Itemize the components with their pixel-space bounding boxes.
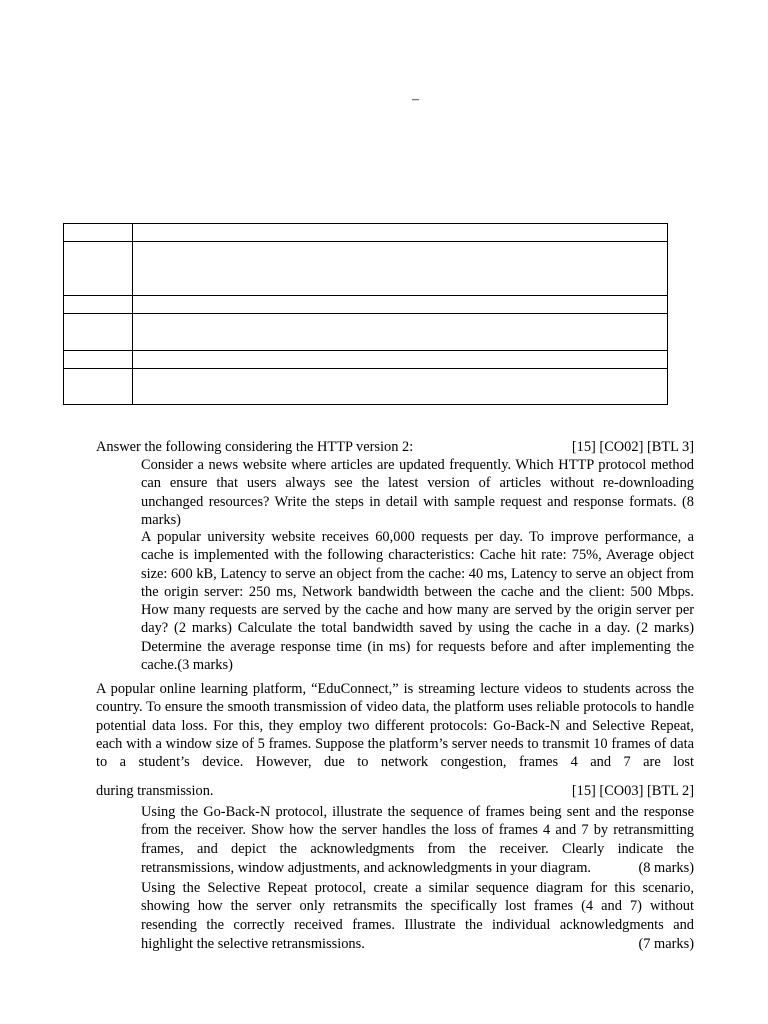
question-2-intro: A popular online learning platform, “EduConnect,” is streaming lecture videos to students across the country. To ensure the smooth transmission of video data, the platform uses reliable protocols to handle potential data loss. For this, they employ two different protocols: Go-Back-N and Selective Repeat, each with a window size of 5 frames. Suppose the platform’s server needs to transmit 10 frames of data to a student’s device. However, due to network congestion, frames 4 and 7 are lost — [96, 681, 694, 771]
question-2-intro-last: during transmission. — [96, 783, 214, 799]
table-row — [64, 351, 668, 369]
table-cell — [133, 224, 668, 242]
question-1a: Consider a news website where articles are updated frequently. Which HTTP protocol method can ensure that users always see the latest version of articles without re-downloading unchanged resources? Write the steps in detail with sample request and response formats. (8 marks) — [141, 457, 694, 528]
table-cell — [133, 351, 668, 369]
table-row — [64, 314, 668, 351]
question-2b-marks: (7 marks) — [638, 936, 694, 952]
question-1-header — [96, 438, 694, 456]
table-cell — [64, 351, 133, 369]
question-2b-last-line — [141, 935, 694, 953]
question-2a-last: retransmissions, window adjustments, and acknowledgments in your diagram. — [141, 860, 592, 876]
table-cell — [133, 314, 668, 351]
table-cell — [64, 242, 133, 296]
table-cell — [133, 369, 668, 405]
table-cell — [133, 296, 668, 314]
table-row — [64, 296, 668, 314]
table-row — [64, 369, 668, 405]
question-1-intro: Answer the following considering the HTTP version 2: — [96, 439, 414, 455]
question-2a-marks: (8 marks) — [638, 860, 694, 876]
question-1-marks: [15] [CO02] [BTL 3] — [571, 439, 694, 455]
table-cell — [64, 369, 133, 405]
question-2b: Using the Selective Repeat protocol, create a similar sequence diagram for this scenario, showing how the server only retransmits the specifically lost frames (4 and 7) without resending the correctly received frames. Illustrate the individual acknowledgments and — [141, 880, 694, 933]
question-2b-last: highlight the selective retransmissions. — [141, 936, 365, 952]
table-row — [64, 224, 668, 242]
table-cell — [64, 296, 133, 314]
table-cell — [133, 242, 668, 296]
question-2-marks: [15] [CO03] [BTL 2] — [571, 783, 694, 799]
table-cell — [64, 314, 133, 351]
table-row — [64, 242, 668, 296]
header-dash: – — [412, 92, 419, 107]
header-info-table — [63, 223, 668, 405]
question-1b: A popular university website receives 60,000 requests per day. To improve performance, a cache is implemented with the following characteristics: Cache hit rate: 75%, Average object size: 600 kB, Latency to serve an object from the cache: 40 ms, Latency to serve an object from the origin server: 250 ms, Network bandwidth between the cache and the client: 500 Mbps. How many requests are served by the cache and how many are served by the origin server per day? (2 marks) Calculate the total bandwidth saved by using the cache in a day. (2 marks) Determine the average response time (in ms) for requests before and after implementing the cache.(3 marks) — [141, 529, 694, 674]
question-2-header-line — [96, 782, 694, 800]
table-cell — [64, 224, 133, 242]
question-2a: Using the Go-Back-N protocol, illustrate the sequence of frames being sent and the response from the receiver. Show how the server handles the loss of frames 4 and 7 by retransmitting frames, and depict the acknowledgments from the receiver. Clearly indicate the — [141, 804, 694, 857]
question-2a-last-line — [141, 859, 694, 877]
